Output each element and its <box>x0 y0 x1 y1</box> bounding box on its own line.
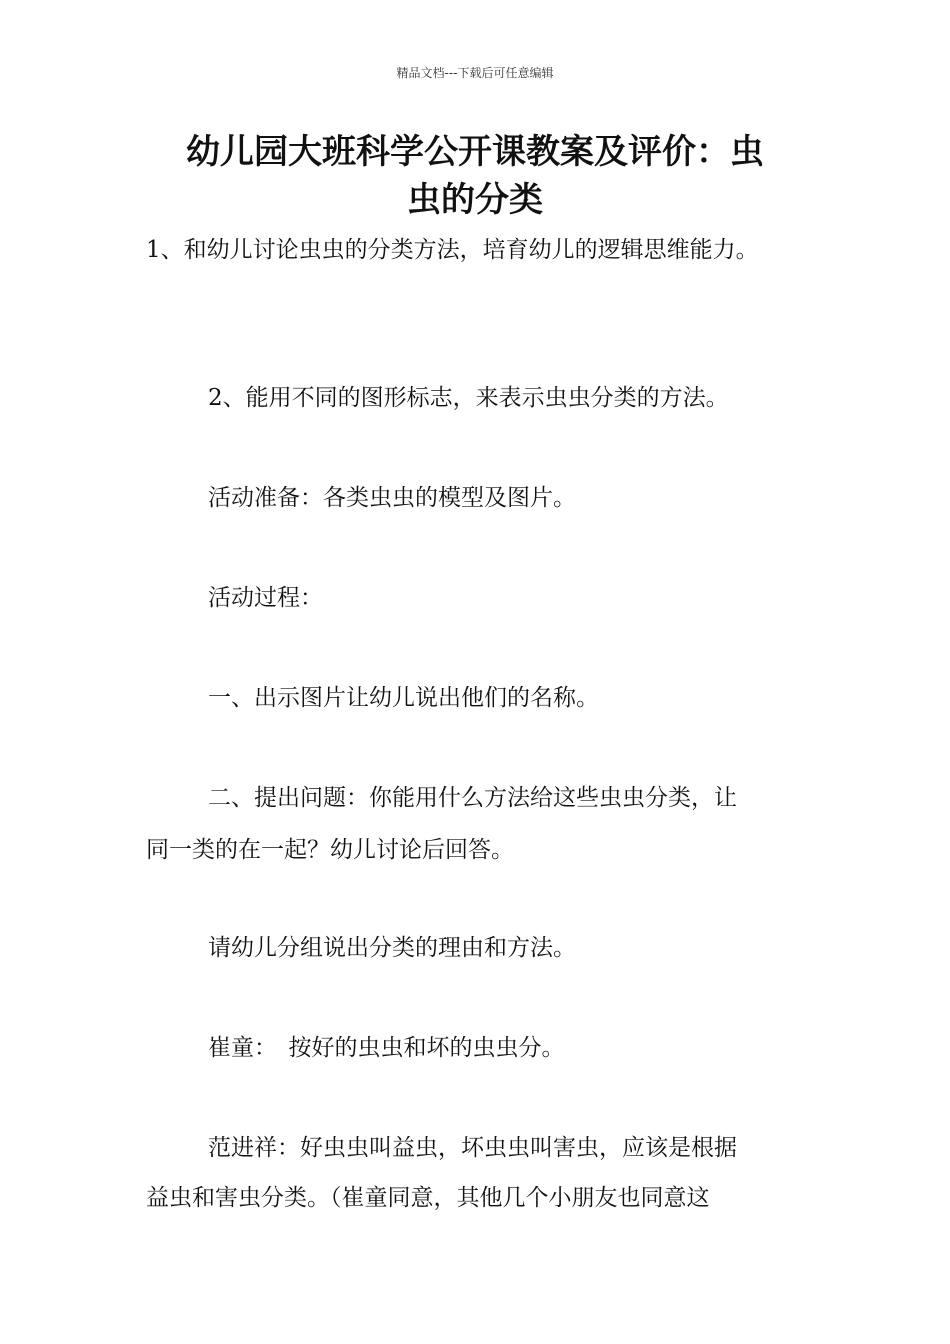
step-two-line-1: 二、提出问题：你能用什么方法给这些虫虫分类，让 <box>208 785 737 811</box>
activity-process-heading: 活动过程： <box>208 585 323 611</box>
step-one: 一、出示图片让幼儿说出他们的名称。 <box>208 685 599 711</box>
cui-tong-answer: 崔童： 按好的虫虫和坏的虫虫分。 <box>208 1035 565 1061</box>
title-line-1: 幼儿园大班科学公开课教案及评价：虫 <box>186 132 764 172</box>
activity-preparation: 活动准备：各类虫虫的模型及图片。 <box>208 485 576 511</box>
group-explanation: 请幼儿分组说出分类的理由和方法。 <box>208 935 576 961</box>
fan-jinxiang-answer-line-1: 范进祥：好虫虫叫益虫，坏虫虫叫害虫，应该是根据 <box>208 1135 737 1161</box>
title-line-2: 虫的分类 <box>407 180 543 220</box>
objective-2: 2、能用不同的图形标志，来表示虫虫分类的方法。 <box>208 385 729 411</box>
objective-1: 1、和幼儿讨论虫虫的分类方法，培育幼儿的逻辑思维能力。 <box>146 237 759 263</box>
step-two-line-2: 同一类的在一起？幼儿讨论后回答。 <box>146 837 514 863</box>
document-title <box>120 128 830 224</box>
fan-jinxiang-answer-line-2: 益虫和害虫分类。（崔童同意，其他几个小朋友也同意这 <box>146 1185 710 1211</box>
page-header: 精品文档---下载后可任意编辑 <box>396 66 554 80</box>
